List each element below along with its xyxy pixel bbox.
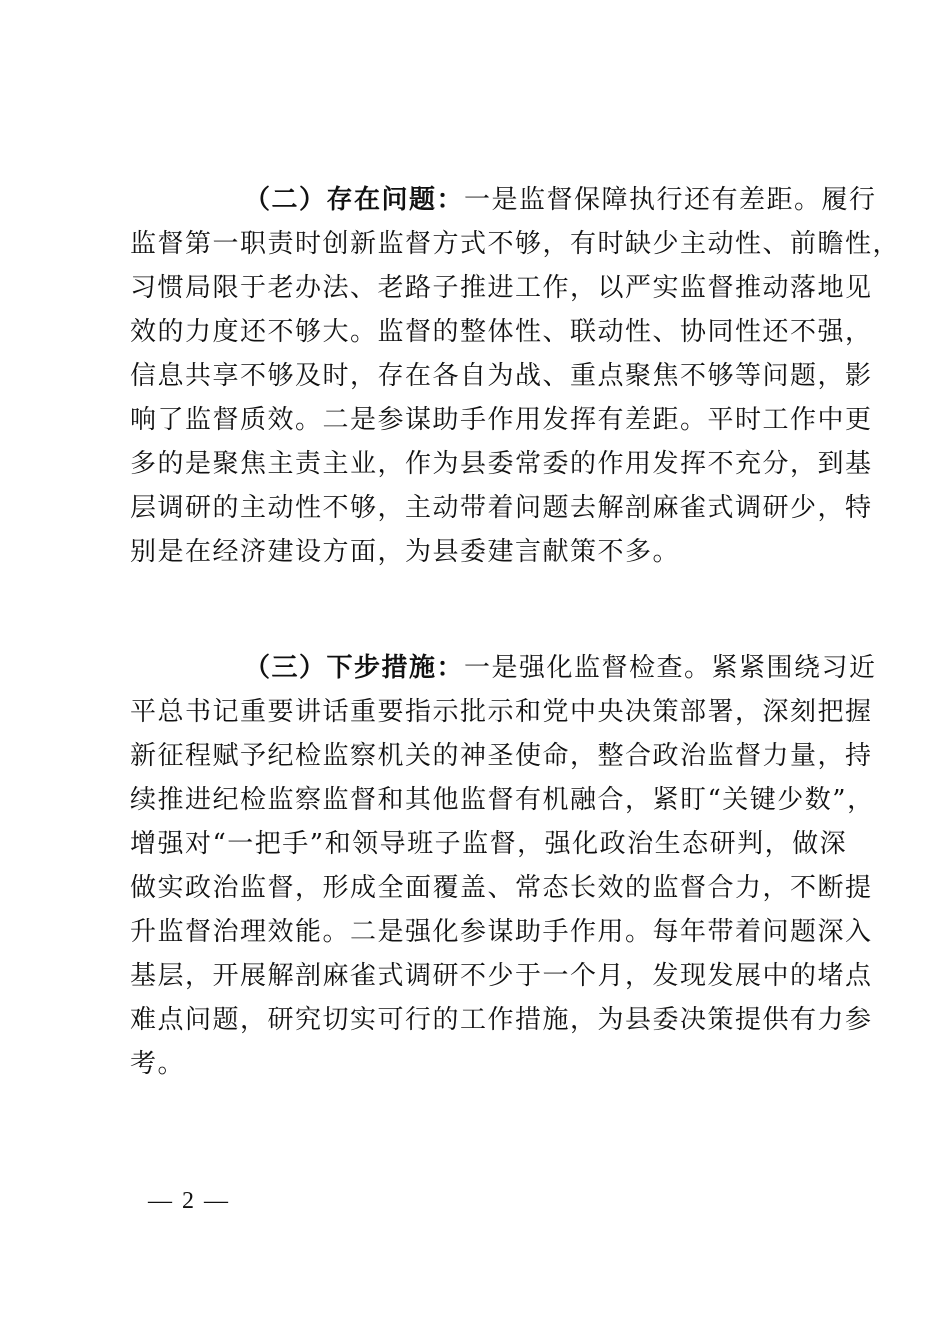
paragraph-existing-problems xyxy=(130,178,901,574)
paragraph-line: 增强对“一把手”和领导班子监督，强化政治生态研判，做深 xyxy=(130,829,848,859)
paragraph-line xyxy=(130,646,877,690)
paragraph-line: 基层，开展解剖麻雀式调研不少于一个月，发现发展中的堵点 xyxy=(130,961,873,991)
paragraph-line: 升监督治理效能。二是强化参谋助手作用。每年带着问题深入 xyxy=(130,917,873,947)
paragraph-line: 效的力度还不够大。监督的整体性、联动性、协同性还不强， xyxy=(130,317,873,347)
paragraph-line: 平总书记重要讲话重要指示批示和党中央决策部署，深刻把握 xyxy=(130,697,873,727)
paragraph-line: 监督第一职责时创新监督方式不够，有时缺少主动性、前瞻性， xyxy=(130,229,901,259)
paragraph-line: 新征程赋予纪检监察机关的神圣使命，整合政治监督力量，持 xyxy=(130,741,873,771)
paragraph-line: 习惯局限于老办法、老路子推进工作，以严实监督推动落地见 xyxy=(130,273,873,303)
paragraph-text: 一是强化监督检查。紧紧围绕习近 xyxy=(464,653,877,683)
paragraph-line: 别是在经济建设方面，为县委建言献策不多。 xyxy=(130,537,681,567)
paragraph-text: 一是监督保障执行还有差距。履行 xyxy=(464,185,877,215)
paragraph-line: 做实政治监督，形成全面覆盖、常态长效的监督合力，不断提 xyxy=(130,873,873,903)
paragraph-next-steps xyxy=(130,646,877,1086)
paragraph-line: 续推进纪检监察监督和其他监督有机融合，紧盯“关键少数”， xyxy=(130,785,875,815)
paragraph-line: 多的是聚焦主责主业，作为县委常委的作用发挥不充分，到基 xyxy=(130,449,873,479)
paragraph-line: 响了监督质效。二是参谋助手作用发挥有差距。平时工作中更 xyxy=(130,405,873,435)
paragraph-line xyxy=(130,178,877,222)
page-number: — 2 — xyxy=(148,1188,230,1214)
paragraph-line: 信息共享不够及时，存在各自为战、重点聚焦不够等问题，影 xyxy=(130,361,873,391)
paragraph-line: 考。 xyxy=(130,1049,186,1079)
section-heading: （三）下步措施： xyxy=(244,653,465,683)
paragraph-line: 难点问题，研究切实可行的工作措施，为县委决策提供有力参 xyxy=(130,1005,873,1035)
section-heading: （二）存在问题： xyxy=(244,185,465,215)
paragraph-line: 层调研的主动性不够，主动带着问题去解剖麻雀式调研少，特 xyxy=(130,493,873,523)
